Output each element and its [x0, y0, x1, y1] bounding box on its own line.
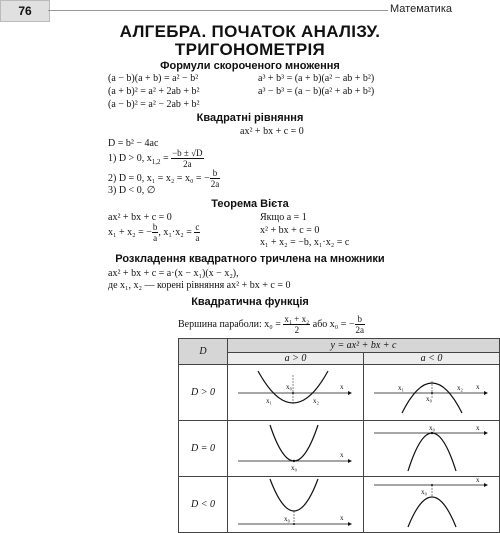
row-label-d-zero: D = 0	[179, 421, 228, 477]
heading-quadratic-function: Квадратична функція	[191, 296, 309, 308]
page-number: 76	[0, 0, 50, 22]
vertex-num-1: x₁ + x₂	[284, 314, 310, 324]
vertex-num-2: b	[355, 314, 366, 325]
heading-abbrev-mult: Формули скороченого множення	[160, 60, 340, 72]
parabola-down-no-roots	[364, 477, 499, 529]
label-x0: x₀	[291, 464, 297, 472]
heading-quadratic: Квадратні рівняння	[196, 112, 304, 124]
table-header-d: D	[179, 339, 228, 365]
parabola-up-one-root	[228, 421, 363, 473]
label-x0: x₀	[421, 488, 427, 496]
formula-diff-square: (a − b)² = a² − 2ab + b²	[108, 99, 200, 110]
vieta-prod-num: c	[195, 222, 200, 232]
case1-denominator: 2a	[183, 159, 192, 169]
discriminant-formula: D = b² − 4ac	[108, 138, 159, 149]
case-d-positive	[108, 148, 204, 169]
vertex-mid: або x₀ = −	[310, 318, 355, 330]
quadratic-equation: ax² + bx + c = 0	[240, 126, 304, 137]
formula-sum-cubes: a³ + b³ = (a + b)(a² − ab + b²)	[258, 73, 375, 84]
vieta-prod-prefix: , x₁·x₂ =	[158, 226, 195, 238]
graph-d-zero-a-pos	[228, 421, 364, 477]
case2-numerator: b	[210, 168, 221, 179]
vieta-equation: ax² + bx + c = 0	[108, 212, 172, 223]
parabola-table	[178, 338, 500, 533]
vertex-formula	[178, 314, 365, 335]
case1-numerator: −b ± √D	[172, 148, 203, 158]
case1-subscript: 1,2	[151, 157, 161, 166]
case1-prefix: 1) D > 0, x	[108, 152, 152, 164]
vertex-den-1: 2	[294, 325, 300, 335]
table-header-a-positive: a > 0	[228, 353, 364, 365]
label-x: x	[476, 383, 480, 391]
row-label-d-negative: D < 0	[179, 477, 228, 533]
parabola-up-no-roots	[228, 477, 363, 529]
vieta-prod-fraction	[194, 222, 200, 243]
vertex-prefix: Вершина параболи: x₀ =	[178, 318, 284, 330]
label-x: x	[340, 514, 344, 522]
label-x0: x₀	[286, 383, 292, 391]
label-x2: x₂	[457, 384, 463, 392]
vertex-fraction-2	[355, 314, 366, 335]
row-label-d-positive: D > 0	[179, 365, 228, 421]
vertex-den-2: 2a	[355, 325, 365, 335]
label-x1: x₁	[398, 384, 404, 392]
page-title-line2: ТРИГОНОМЕТРІЯ	[174, 40, 326, 59]
table-header-a-negative: a < 0	[364, 353, 500, 365]
formula-sum-square: (a + b)² = a² + 2ab + b²	[108, 86, 200, 97]
vieta-reduced-relations: x₁ + x₂ = −b, x₁·x₂ = c	[260, 237, 350, 248]
heading-factoring: Розкладення квадратного тричлена на множники	[115, 253, 385, 265]
factoring-note: де x₁, x₂ — корені рівняння ax² + bx + c = 0	[108, 280, 291, 291]
case1-fraction	[171, 148, 203, 169]
case2-fraction	[210, 168, 221, 189]
parabola-down-two-roots	[364, 365, 499, 417]
vieta-prod-den: a	[195, 233, 200, 243]
vieta-sum-num: b	[152, 222, 158, 232]
formula-diff-cubes: a³ − b³ = (a − b)(a² + ab + b²)	[258, 86, 375, 97]
parabola-down-one-root	[364, 421, 499, 473]
page-title-line1: АЛГЕБРА. ПОЧАТОК АНАЛІЗУ.	[119, 22, 381, 41]
graph-d-neg-a-neg	[364, 477, 500, 533]
header-rule	[48, 10, 388, 11]
label-x0: x₀	[426, 395, 432, 403]
vertex-fraction-1	[283, 314, 310, 335]
graph-d-zero-a-neg	[364, 421, 500, 477]
label-x: x	[476, 424, 480, 432]
formula-diff-squares: (a − b)(a + b) = a² − b²	[108, 73, 199, 84]
vieta-sum-den: a	[153, 233, 158, 243]
label-x1: x₁	[266, 397, 272, 405]
case2-denominator: 2a	[210, 179, 220, 189]
graph-d-pos-a-neg	[364, 365, 500, 421]
vieta-sum-prefix: x₁ + x₂ = −	[108, 226, 152, 238]
factoring-formula: ax² + bx + c = a·(x − x₁)(x − x₂),	[108, 268, 239, 279]
vieta-reduced-equation: x² + bx + c = 0	[260, 225, 320, 236]
graph-d-neg-a-pos	[228, 477, 364, 533]
case2-prefix: 2) D = 0, x₁ = x₂ = x₀ = −	[108, 172, 210, 184]
heading-vieta: Теорема Вієта	[211, 198, 289, 210]
label-x: x	[340, 451, 344, 459]
vieta-if-a1: Якщо a = 1	[260, 212, 307, 223]
label-x: x	[340, 383, 344, 391]
label-x: x	[476, 477, 480, 484]
table-header-function: y = ax² + bx + c	[228, 339, 500, 353]
case-d-negative: 3) D < 0, ∅	[108, 185, 156, 196]
vieta-relations	[108, 222, 200, 243]
case1-equals: =	[160, 152, 172, 164]
label-x0: x₀	[284, 515, 290, 523]
label-x0: x₀	[429, 424, 435, 432]
parabola-up-two-roots	[228, 365, 363, 417]
section-name: Математика	[390, 3, 452, 15]
graph-d-pos-a-pos	[228, 365, 364, 421]
label-x2: x₂	[313, 397, 319, 405]
